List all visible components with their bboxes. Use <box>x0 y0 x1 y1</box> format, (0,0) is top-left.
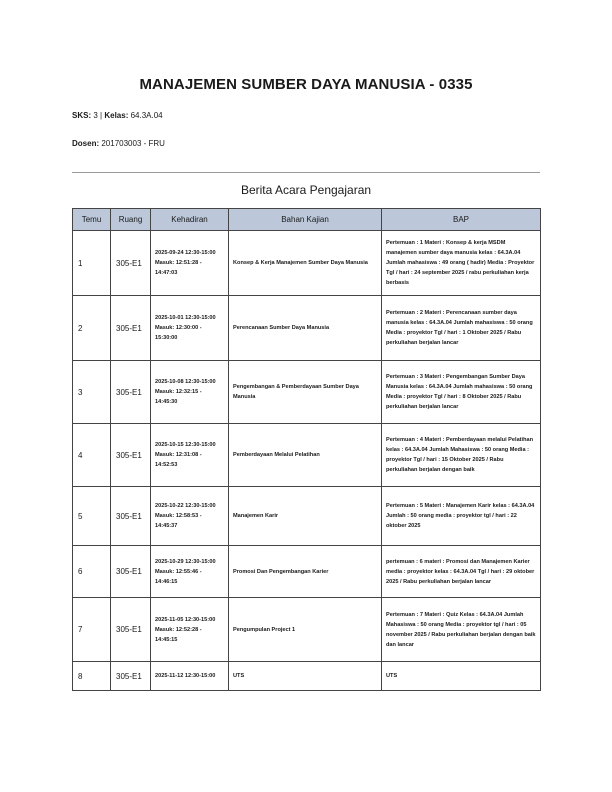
page-title: MANAJEMEN SUMBER DAYA MANUSIA - 0335 <box>139 76 473 93</box>
bahan-kajian-cell: Konsep & Kerja Manajemen Sumber Daya Manusia <box>229 231 382 296</box>
kehadiran-cell <box>151 231 229 296</box>
ruang-cell: 305-E1 <box>111 546 151 598</box>
bahan-kajian-cell: Pengembangan & Pemberdayaan Sumber Daya Manusia <box>229 361 382 424</box>
ruang-cell: 305-E1 <box>111 598 151 662</box>
ruang-cell: 305-E1 <box>111 361 151 424</box>
course-info-line <box>72 111 163 120</box>
sks-label: SKS: <box>72 111 92 120</box>
kehadiran-cell <box>151 662 229 691</box>
bahan-kajian-cell: Promosi Dan Pengembangan Karier <box>229 546 382 598</box>
table-header-row <box>73 209 541 231</box>
ruang-cell: 305-E1 <box>111 487 151 546</box>
table-row <box>73 487 541 546</box>
ruang-cell: 305-E1 <box>111 662 151 691</box>
schedule-text: 2025-10-01 12:30-15:00 <box>155 315 216 321</box>
kehadiran-cell <box>151 361 229 424</box>
bahan-kajian-cell: Pemberdayaan Melalui Pelatihan <box>229 424 382 487</box>
schedule-text: 2025-10-15 12:30-15:00 <box>155 442 216 448</box>
table-row <box>73 662 541 691</box>
kehadiran-cell <box>151 598 229 662</box>
temu-cell: 3 <box>73 361 111 424</box>
bap-cell: Pertemuan : 5 Materi : Manajemen Karir kelas : 64.3A.04 Jumlah : 50 orang media : proyektor tgl / hari : 22 oktober 2025 <box>382 487 541 546</box>
sks-value: 3 | <box>93 111 103 120</box>
bap-cell: Pertemuan : 3 Materi : Pengembangan Sumber Daya Manusia kelas : 64.3A.04 Jumlah mahasiswa : 50 orang Media : proyektor Tgl / hari : 8 Oktober 2025 / Rabu perkuliahan berjalan lancar <box>382 361 541 424</box>
schedule-text: 2025-11-05 12:30-15:00 <box>155 616 216 623</box>
column-header-bap: BAP <box>382 209 541 231</box>
table-row <box>73 598 541 662</box>
column-header-bahan-kajian: Bahan Kajian <box>229 209 382 231</box>
schedule-text: 2025-10-29 12:30-15:00 <box>155 558 216 565</box>
kehadiran-cell <box>151 424 229 487</box>
schedule-text: 2025-10-08 12:30-15:00 <box>155 379 216 385</box>
ruang-cell: 305-E1 <box>111 231 151 296</box>
temu-cell: 8 <box>73 662 111 691</box>
attendance-text: Masuk: 12:58:53 - 14:45:37 <box>155 513 202 529</box>
attendance-text: Masuk: 12:30:00 - 15:30:00 <box>155 325 202 341</box>
temu-cell: 7 <box>73 598 111 662</box>
bap-cell: Pertemuan : 1 Materi : Konsep & kerja MSDM manajemen sumber daya manusia kelas : 64.3A.04 Jumlah mahasiswa : 49 orang ( hadir) Media : Proyektor Tgl / hari : 24 september 2025 / rabu perkuliahan kerja berbasis <box>382 231 541 296</box>
attendance-text: Masuk: 12:31:08 - 14:52:53 <box>155 452 202 468</box>
temu-cell: 5 <box>73 487 111 546</box>
temu-cell: 2 <box>73 296 111 361</box>
bap-cell: Pertemuan : 7 Materi : Quiz Kelas : 64.3A.04 Jumlah Mahasiswa : 50 orang Media : proyektor tgl / hari : 05 november 2025 / Rabu perkuliahan berjalan dengan baik dan lancar <box>382 598 541 662</box>
bahan-kajian-cell: Pengumpulan Project 1 <box>229 598 382 662</box>
schedule-text: 2025-10-22 12:30-15:00 <box>155 503 216 509</box>
lecturer-info-line <box>72 139 165 148</box>
temu-cell: 4 <box>73 424 111 487</box>
attendance-text: Masuk: 12:32:15 - 14:45:30 <box>155 389 202 405</box>
bap-cell: UTS <box>382 662 541 691</box>
temu-cell: 6 <box>73 546 111 598</box>
kelas-label: Kelas: <box>104 111 129 120</box>
attendance-text: Masuk: 12:51:28 - 14:47:03 <box>155 260 202 276</box>
bahan-kajian-cell: Perencanaan Sumber Daya Manusia <box>229 296 382 361</box>
kelas-value: 64.3A.04 <box>130 111 163 120</box>
kehadiran-cell <box>151 546 229 598</box>
attendance-text: Masuk: 12:55:46 - 14:46:15 <box>155 568 202 585</box>
bahan-kajian-cell: Manajemen Karir <box>229 487 382 546</box>
kehadiran-cell <box>151 487 229 546</box>
temu-cell: 1 <box>73 231 111 296</box>
teaching-record-table <box>72 208 541 691</box>
table-row <box>73 424 541 487</box>
ruang-cell: 305-E1 <box>111 296 151 361</box>
kehadiran-cell <box>151 296 229 361</box>
table-row <box>73 361 541 424</box>
bahan-kajian-cell: UTS <box>229 662 382 691</box>
column-header-temu: Temu <box>73 209 111 231</box>
bap-cell: Pertemuan : 2 Materi : Perencanaan sumber daya manusia kelas : 64.3A.04 Jumlah mahasiswa : 50 orang Media : proyektor Tgl / hari : 1 Oktober 2025 / Rabu perkuliahan berjalan lancar <box>382 296 541 361</box>
attendance-text: Masuk: 12:52:28 - 14:45:15 <box>155 626 202 643</box>
schedule-text: 2025-09-24 12:30-15:00 <box>155 250 216 256</box>
schedule-text: 2025-11-12 12:30-15:00 <box>155 673 216 679</box>
column-header-kehadiran: Kehadiran <box>151 209 229 231</box>
table-row <box>73 296 541 361</box>
bap-cell: Pertemuan : 4 Materi : Pemberdayaan melalui Pelatihan kelas : 64.3A.04 Jumlah Mahasiswa : 50 orang Media : proyektor Tgl / hari : 15 Oktober 2025 / Rabu perkuliahan berjalan dengan baik <box>382 424 541 487</box>
dosen-value: 201703003 - FRU <box>101 139 165 148</box>
bap-cell: pertemuan : 6 materi : Promosi dan Manajemen Karier media : proyektor kelas : 64.3A.04 Tgl / hari : 29 oktober 2025 / Rabu perkuliahan berjalan lancar <box>382 546 541 598</box>
divider <box>72 172 540 173</box>
section-title: Berita Acara Pengajaran <box>240 183 372 197</box>
column-header-ruang: Ruang <box>111 209 151 231</box>
dosen-label: Dosen: <box>72 139 100 148</box>
ruang-cell: 305-E1 <box>111 424 151 487</box>
table-row <box>73 231 541 296</box>
table-row <box>73 546 541 598</box>
